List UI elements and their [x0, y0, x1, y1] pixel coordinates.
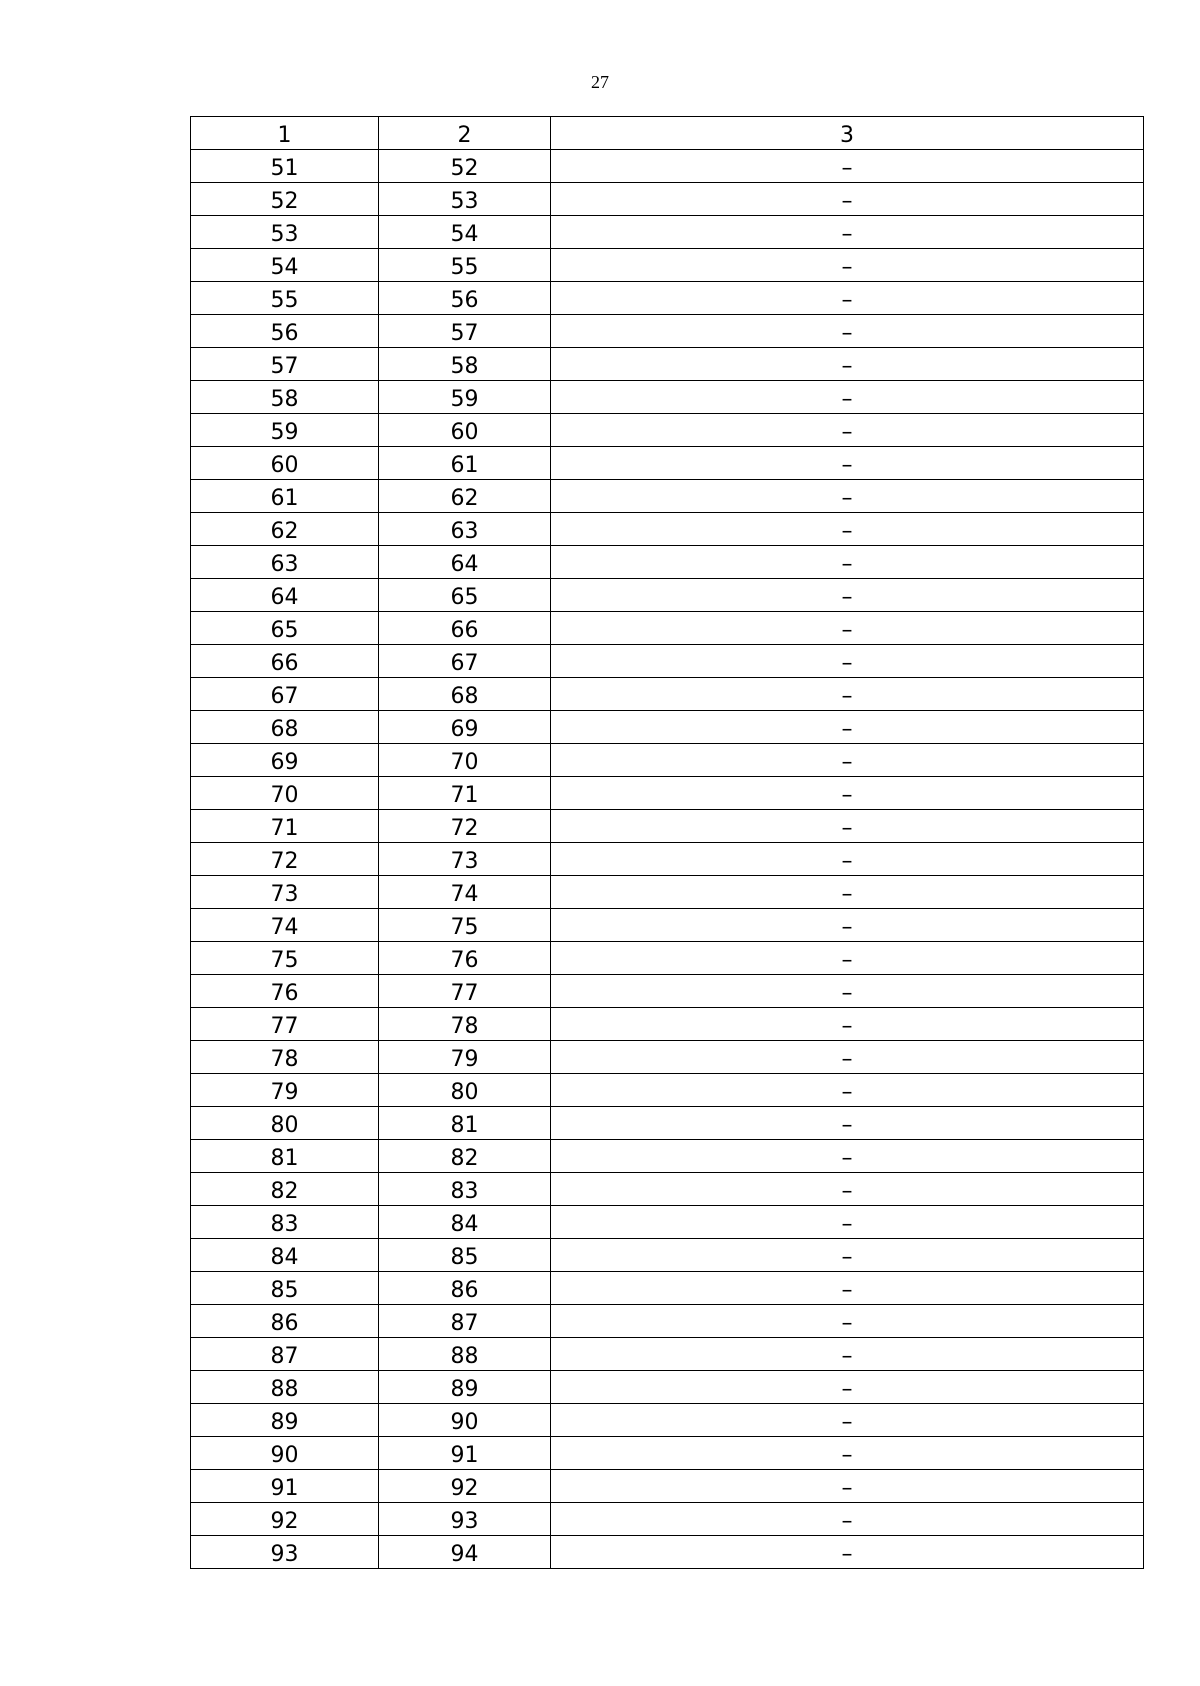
cell-col-1: 82	[191, 1173, 379, 1206]
table-row	[191, 414, 1144, 447]
cell-col-1: 58	[191, 381, 379, 414]
cell-col-2: 59	[379, 381, 551, 414]
cell-col-1: 91	[191, 1470, 379, 1503]
cell-col-2: 69	[379, 711, 551, 744]
cell-col-2: 82	[379, 1140, 551, 1173]
cell-col-3: –	[551, 282, 1144, 315]
cell-col-1: 72	[191, 843, 379, 876]
cell-col-2: 75	[379, 909, 551, 942]
cell-col-3: –	[551, 150, 1144, 183]
cell-col-1: 56	[191, 315, 379, 348]
table-row	[191, 1239, 1144, 1272]
table-row	[191, 1536, 1144, 1569]
table-row	[191, 282, 1144, 315]
cell-col-2: 58	[379, 348, 551, 381]
cell-col-3: –	[551, 513, 1144, 546]
cell-col-3: –	[551, 1272, 1144, 1305]
cell-col-1: 73	[191, 876, 379, 909]
cell-col-1: 80	[191, 1107, 379, 1140]
cell-col-3: –	[551, 1206, 1144, 1239]
cell-col-3: –	[551, 579, 1144, 612]
cell-col-3: –	[551, 744, 1144, 777]
cell-col-1: 64	[191, 579, 379, 612]
table-row	[191, 579, 1144, 612]
table-row	[191, 183, 1144, 216]
cell-col-3: –	[551, 480, 1144, 513]
cell-col-2: 87	[379, 1305, 551, 1338]
cell-col-2: 56	[379, 282, 551, 315]
cell-col-2: 65	[379, 579, 551, 612]
table-row	[191, 480, 1144, 513]
cell-col-3: –	[551, 612, 1144, 645]
cell-col-2: 89	[379, 1371, 551, 1404]
table-row	[191, 249, 1144, 282]
cell-col-2: 63	[379, 513, 551, 546]
cell-col-2: 74	[379, 876, 551, 909]
cell-col-3: –	[551, 315, 1144, 348]
cell-col-1: 83	[191, 1206, 379, 1239]
cell-col-3: –	[551, 1008, 1144, 1041]
cell-col-3: –	[551, 678, 1144, 711]
cell-col-3: –	[551, 711, 1144, 744]
cell-col-2: 57	[379, 315, 551, 348]
cell-col-2: 79	[379, 1041, 551, 1074]
cell-col-1: 75	[191, 942, 379, 975]
cell-col-1: 88	[191, 1371, 379, 1404]
cell-col-2: 76	[379, 942, 551, 975]
table-row	[191, 315, 1144, 348]
cell-col-1: 90	[191, 1437, 379, 1470]
cell-col-3: –	[551, 414, 1144, 447]
table-row	[191, 1074, 1144, 1107]
cell-col-3: –	[551, 348, 1144, 381]
cell-col-2: 84	[379, 1206, 551, 1239]
cell-col-1: 70	[191, 777, 379, 810]
cell-col-3: –	[551, 216, 1144, 249]
cell-col-2: 94	[379, 1536, 551, 1569]
cell-col-3: –	[551, 447, 1144, 480]
data-table	[190, 116, 1144, 1569]
table-row	[191, 216, 1144, 249]
cell-col-1: 52	[191, 183, 379, 216]
cell-col-2: 85	[379, 1239, 551, 1272]
cell-col-1: 92	[191, 1503, 379, 1536]
table-row	[191, 381, 1144, 414]
cell-col-2: 70	[379, 744, 551, 777]
cell-col-3: –	[551, 1173, 1144, 1206]
cell-col-2: 93	[379, 1503, 551, 1536]
table-row	[191, 1041, 1144, 1074]
cell-col-3: –	[551, 909, 1144, 942]
cell-col-1: 84	[191, 1239, 379, 1272]
cell-col-1: 62	[191, 513, 379, 546]
cell-col-1: 69	[191, 744, 379, 777]
cell-col-3: –	[551, 876, 1144, 909]
table-row	[191, 843, 1144, 876]
cell-col-2: 80	[379, 1074, 551, 1107]
cell-col-3: –	[551, 1338, 1144, 1371]
cell-col-2: 62	[379, 480, 551, 513]
table-row	[191, 744, 1144, 777]
cell-col-1: 76	[191, 975, 379, 1008]
cell-col-1: 79	[191, 1074, 379, 1107]
cell-col-2: 81	[379, 1107, 551, 1140]
cell-col-2: 90	[379, 1404, 551, 1437]
cell-col-3: –	[551, 1041, 1144, 1074]
cell-col-3: –	[551, 381, 1144, 414]
cell-col-3: –	[551, 1107, 1144, 1140]
table-row	[191, 975, 1144, 1008]
table-row	[191, 1305, 1144, 1338]
cell-col-2: 71	[379, 777, 551, 810]
cell-col-1: 63	[191, 546, 379, 579]
table-row	[191, 645, 1144, 678]
table-row	[191, 1404, 1144, 1437]
cell-col-2: 88	[379, 1338, 551, 1371]
cell-col-3: –	[551, 777, 1144, 810]
cell-col-1: 78	[191, 1041, 379, 1074]
table-row	[191, 1371, 1144, 1404]
cell-col-1: 51	[191, 150, 379, 183]
cell-col-2: 60	[379, 414, 551, 447]
cell-col-1: 59	[191, 414, 379, 447]
table-row	[191, 1470, 1144, 1503]
cell-col-2: 55	[379, 249, 551, 282]
table-row	[191, 777, 1144, 810]
table-row	[191, 810, 1144, 843]
table-row	[191, 1140, 1144, 1173]
cell-col-2: 53	[379, 183, 551, 216]
table-row	[191, 447, 1144, 480]
column-header-1: 1	[191, 117, 379, 150]
table-row	[191, 942, 1144, 975]
table-row	[191, 1338, 1144, 1371]
table-row	[191, 1272, 1144, 1305]
cell-col-1: 93	[191, 1536, 379, 1569]
cell-col-3: –	[551, 1404, 1144, 1437]
cell-col-1: 86	[191, 1305, 379, 1338]
cell-col-1: 85	[191, 1272, 379, 1305]
cell-col-1: 61	[191, 480, 379, 513]
cell-col-1: 71	[191, 810, 379, 843]
cell-col-2: 73	[379, 843, 551, 876]
page-number: 27	[591, 72, 609, 92]
cell-col-3: –	[551, 1536, 1144, 1569]
table-row	[191, 612, 1144, 645]
cell-col-2: 92	[379, 1470, 551, 1503]
cell-col-3: –	[551, 1239, 1144, 1272]
cell-col-1: 74	[191, 909, 379, 942]
cell-col-1: 66	[191, 645, 379, 678]
cell-col-2: 78	[379, 1008, 551, 1041]
cell-col-2: 54	[379, 216, 551, 249]
cell-col-2: 66	[379, 612, 551, 645]
cell-col-2: 77	[379, 975, 551, 1008]
table-row	[191, 150, 1144, 183]
column-header-3: 3	[551, 117, 1144, 150]
cell-col-2: 91	[379, 1437, 551, 1470]
cell-col-3: –	[551, 975, 1144, 1008]
cell-col-2: 83	[379, 1173, 551, 1206]
column-header-2: 2	[379, 117, 551, 150]
cell-col-3: –	[551, 1074, 1144, 1107]
cell-col-1: 65	[191, 612, 379, 645]
cell-col-1: 89	[191, 1404, 379, 1437]
cell-col-3: –	[551, 249, 1144, 282]
table-header	[191, 117, 1144, 150]
cell-col-1: 54	[191, 249, 379, 282]
cell-col-3: –	[551, 546, 1144, 579]
table-row	[191, 546, 1144, 579]
cell-col-3: –	[551, 1371, 1144, 1404]
cell-col-2: 67	[379, 645, 551, 678]
cell-col-3: –	[551, 942, 1144, 975]
table-row	[191, 1008, 1144, 1041]
cell-col-3: –	[551, 1437, 1144, 1470]
table-row	[191, 1503, 1144, 1536]
cell-col-1: 57	[191, 348, 379, 381]
header-row	[191, 117, 1144, 150]
cell-col-1: 87	[191, 1338, 379, 1371]
cell-col-2: 68	[379, 678, 551, 711]
table-row	[191, 1437, 1144, 1470]
cell-col-1: 53	[191, 216, 379, 249]
cell-col-2: 86	[379, 1272, 551, 1305]
cell-col-1: 55	[191, 282, 379, 315]
cell-col-1: 68	[191, 711, 379, 744]
cell-col-3: –	[551, 810, 1144, 843]
cell-col-3: –	[551, 183, 1144, 216]
table-row	[191, 1206, 1144, 1239]
cell-col-1: 67	[191, 678, 379, 711]
cell-col-1: 81	[191, 1140, 379, 1173]
cell-col-3: –	[551, 1140, 1144, 1173]
table-row	[191, 711, 1144, 744]
cell-col-2: 52	[379, 150, 551, 183]
table-row	[191, 909, 1144, 942]
table-body	[191, 150, 1144, 1569]
cell-col-3: –	[551, 1470, 1144, 1503]
cell-col-1: 77	[191, 1008, 379, 1041]
cell-col-2: 64	[379, 546, 551, 579]
table-row	[191, 876, 1144, 909]
table-row	[191, 678, 1144, 711]
table-row	[191, 1107, 1144, 1140]
cell-col-3: –	[551, 1305, 1144, 1338]
cell-col-1: 60	[191, 447, 379, 480]
cell-col-3: –	[551, 1503, 1144, 1536]
cell-col-2: 72	[379, 810, 551, 843]
cell-col-2: 61	[379, 447, 551, 480]
cell-col-3: –	[551, 645, 1144, 678]
table-row	[191, 1173, 1144, 1206]
cell-col-3: –	[551, 843, 1144, 876]
table-row	[191, 513, 1144, 546]
table-row	[191, 348, 1144, 381]
